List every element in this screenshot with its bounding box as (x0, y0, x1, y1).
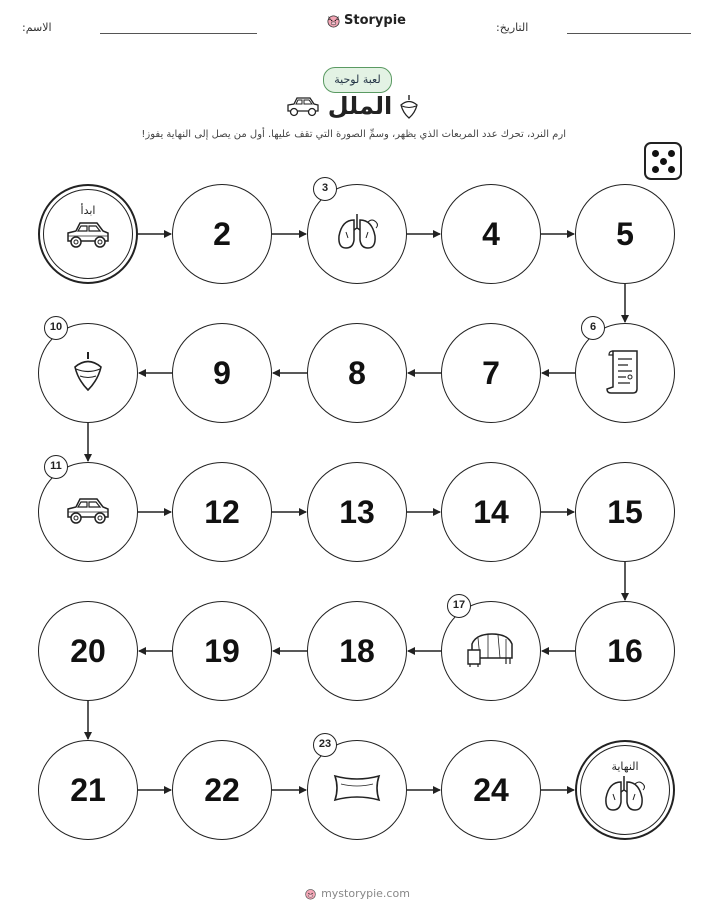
instructions: ارم النرد، تحرك عدد المربعات الذي يظهر، وسمِّ الصورة التي تقف عليها. أول من يصل إلى النهاية يفوز! (141, 129, 566, 140)
board-space-7 (441, 323, 541, 423)
date-label: التاريخ: (496, 21, 529, 34)
space-number: 11 (44, 455, 68, 479)
start-label: ابدأ (80, 204, 96, 217)
space-number: 5 (616, 215, 634, 252)
space-number: 22 (204, 771, 240, 808)
board-space-2 (172, 184, 272, 284)
board-space-6 (575, 323, 675, 423)
car-icon (64, 494, 112, 530)
board-space-19 (172, 601, 272, 701)
board-space-17 (441, 601, 541, 701)
board-game-badge: لعبة لوحية (323, 67, 392, 93)
space-number: 2 (213, 215, 231, 252)
pig-mascot-icon (304, 887, 317, 900)
finish-label: النهاية (611, 760, 639, 773)
name-label: الاسم: (22, 21, 52, 34)
lungs-icon (601, 774, 647, 818)
board-space-14 (441, 462, 541, 562)
board-space-13 (307, 462, 407, 562)
page-title: الملل (327, 92, 393, 120)
space-number: 17 (447, 594, 471, 618)
board-space-20 (38, 601, 138, 701)
space-number: 19 (204, 632, 240, 669)
space-number: 12 (204, 493, 240, 530)
space-number: 6 (581, 316, 605, 340)
space-number: 7 (482, 354, 500, 391)
board-space-16 (575, 601, 675, 701)
board-space-22 (172, 740, 272, 840)
covered-furniture-icon (466, 630, 516, 672)
space-number: 18 (339, 632, 375, 669)
space-number: 14 (473, 493, 509, 530)
brand-name: Storypie (344, 13, 406, 28)
board-space-10 (38, 323, 138, 423)
board-space-8 (307, 323, 407, 423)
board-space-15 (575, 462, 675, 562)
footer-url: mystorypie.com (321, 887, 410, 900)
spinning-top-icon (72, 350, 104, 396)
finish-space (575, 740, 675, 840)
space-number: 8 (348, 354, 366, 391)
car-icon (64, 218, 112, 254)
space-number: 13 (339, 493, 375, 530)
board-space-12 (172, 462, 272, 562)
lungs-icon (334, 212, 380, 256)
space-number: 15 (607, 493, 643, 530)
pillow-icon (331, 770, 383, 810)
board-space-5 (575, 184, 675, 284)
space-number: 23 (313, 733, 337, 757)
space-number: 20 (70, 632, 106, 669)
footer (0, 887, 714, 900)
space-number: 4 (482, 215, 500, 252)
board-space-24 (441, 740, 541, 840)
space-number: 16 (607, 632, 643, 669)
board-space-3 (307, 184, 407, 284)
space-number: 9 (213, 354, 231, 391)
space-number: 24 (473, 771, 509, 808)
space-number: 21 (70, 771, 106, 808)
scroll-icon (605, 347, 645, 399)
board-space-9 (172, 323, 272, 423)
space-number: 10 (44, 316, 68, 340)
board-space-23 (307, 740, 407, 840)
start-space (38, 184, 138, 284)
board-space-21 (38, 740, 138, 840)
board-space-18 (307, 601, 407, 701)
space-number: 3 (313, 177, 337, 201)
board-space-4 (441, 184, 541, 284)
board-space-11 (38, 462, 138, 562)
